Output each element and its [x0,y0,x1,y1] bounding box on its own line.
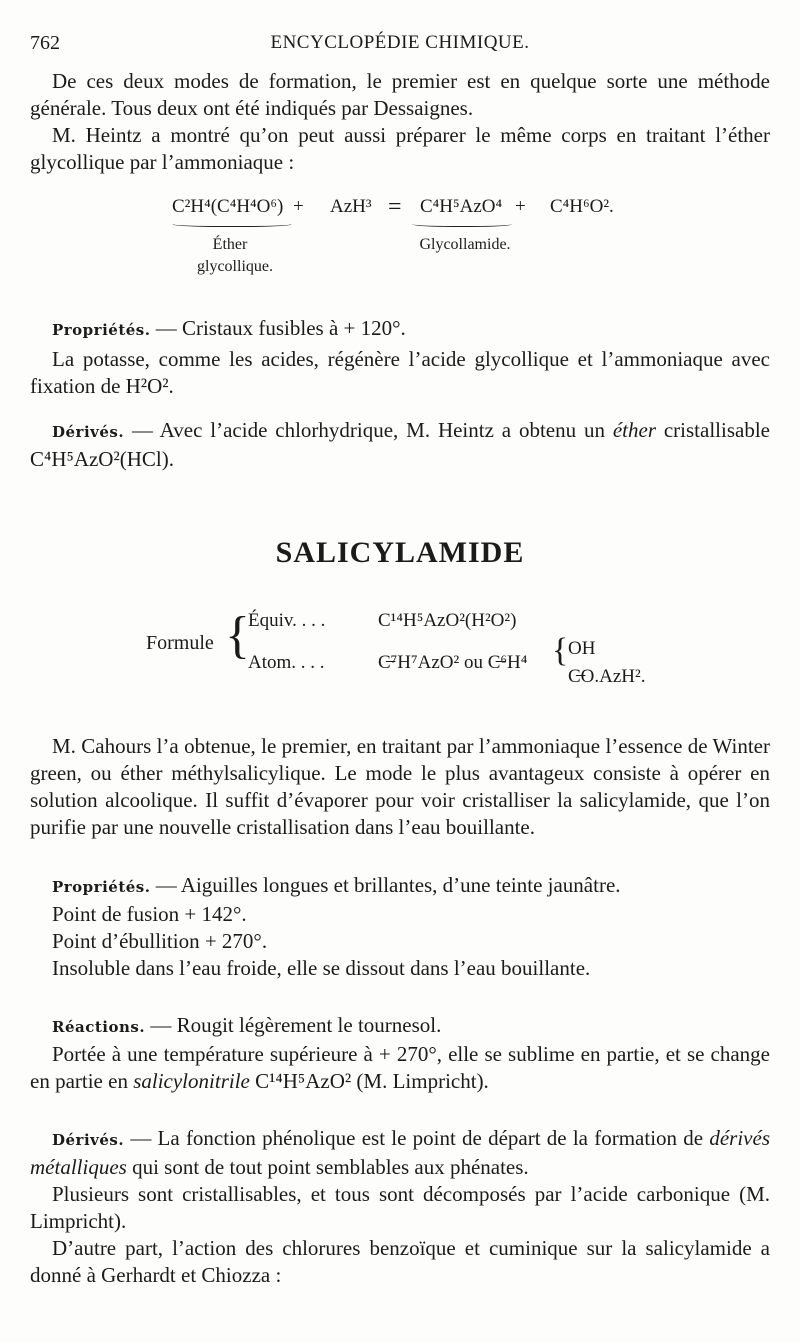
reaction-equation [0,196,800,281]
page-number: 762 [30,32,60,54]
label-derives: Dérivés. [52,423,125,441]
paragraph-heintz: M. Heintz a montré qu’on peut aussi préparer le même corps en traitant l’éther glycollique par l’ammoniaque : [30,123,770,174]
derives-line-2: Dérivés. — La fonction phénolique est le point de départ de la formation de dérivés métalliques qui sont de tout point semblables aux phénates. [30,1126,770,1179]
salicylamide-body [30,733,770,1289]
derives-line: Dérivés. — Avec l’acide chlorhydrique, M. Heintz a obtenu un éther cristallisable C⁴H⁵AzO²(HCl). [30,418,770,471]
label-proprietes-2: Propriétés. [52,878,151,896]
atom-sub-coazh: C̶O.AzH². [568,666,646,687]
atom-value: C̶⁷H⁷AzO² ou C̶⁶H⁴ [378,652,528,673]
solubility: Insoluble dans l’eau froide, elle se dissout dans l’eau bouillante. [52,956,591,980]
properties-line: Propriétés. — Cristaux fusibles à + 120°. [52,316,406,340]
properties-line-2: Propriétés. — Aiguilles longues et brillantes, d’une teinte jaunâtre. [52,873,621,897]
formula-block [0,600,800,690]
formula-word: Formule [146,632,214,654]
label-reactions: Réactions. [52,1018,146,1036]
intro-block [30,68,770,176]
paragraph-potasse: La potasse, comme les acides, régénère l’acide glycollique et l’ammoniaque avec fixation de H²O². [30,347,770,398]
eq-product-1: C⁴H⁵AzO⁴ [420,196,503,217]
eq-plus-1: + [293,196,304,217]
paragraph-sublimation: Portée à une température supérieure à + 270°, elle se sublime en partie, et se change en partie en salicylonitrile C¹⁴H⁵AzO² (M. Limpricht). [30,1042,770,1093]
equiv-value: C¹⁴H⁵AzO²(H²O²) [378,610,517,631]
page-header [30,32,770,56]
eq-equals: = [388,194,402,220]
atom-label: Atom. . . . [248,652,325,673]
eq-product-2: C⁴H⁶O². [550,196,614,217]
paragraph-cahours: M. Cahours l’a obtenue, le premier, en traitant par l’ammoniaque l’essence de Winter green, ou éther méthylsalicylique. Le mode le plus avantageux consiste à opérer en solution alcoolique. Il suffit d’évaporer pour voir cristalliser la salicylamide, que l’on purifie par une nouvelle cristallisation dans l’eau bouillante. [30,734,770,839]
reactions-line: Réactions. — Rougit légèrement le tournesol. [52,1013,442,1037]
paragraph-cristallisables: Plusieurs sont cristallisables, et tous sont décomposés par l’acide carbonique (M. Limpricht). [30,1182,770,1233]
eq-reactant-1: C²H⁴(C⁴H⁴O⁶) [172,196,284,217]
formula-brace: { [225,607,250,664]
label-ether: Éther [212,236,248,253]
underbrace-ether [172,220,292,227]
label-glycollique: glycollique. [197,258,273,275]
label-proprietes: Propriétés. [52,321,151,339]
atom-brace: { [552,632,569,669]
point-fusion: Point de fusion + 142°. [52,902,247,926]
eq-plus-2: + [515,196,526,217]
atom-sub-oh: OH [568,638,596,659]
glycollamide-properties [30,315,770,473]
paragraph-formation-modes: De ces deux modes de formation, le premier est en quelque sorte une méthode générale. Tous deux ont été indiqués par Dessaignes. [30,69,770,120]
section-title: SALICYLAMIDE [275,536,525,569]
equiv-label: Équiv. . . . [248,610,326,631]
running-title: ENCYCLOPÉDIE CHIMIQUE. [270,32,530,53]
point-ebullition: Point d’ébullition + 270°. [52,929,268,953]
underbrace-glycollamide [412,220,512,227]
paragraph-chlorures: D’autre part, l’action des chlorures benzoïque et cuminique sur la salicylamide a donné à Gerhardt et Chiozza : [30,1236,770,1287]
label-derives-2: Dérivés. [52,1131,125,1149]
eq-reactant-2: AzH³ [330,196,372,217]
label-glycollamide: Glycollamide. [419,236,511,253]
